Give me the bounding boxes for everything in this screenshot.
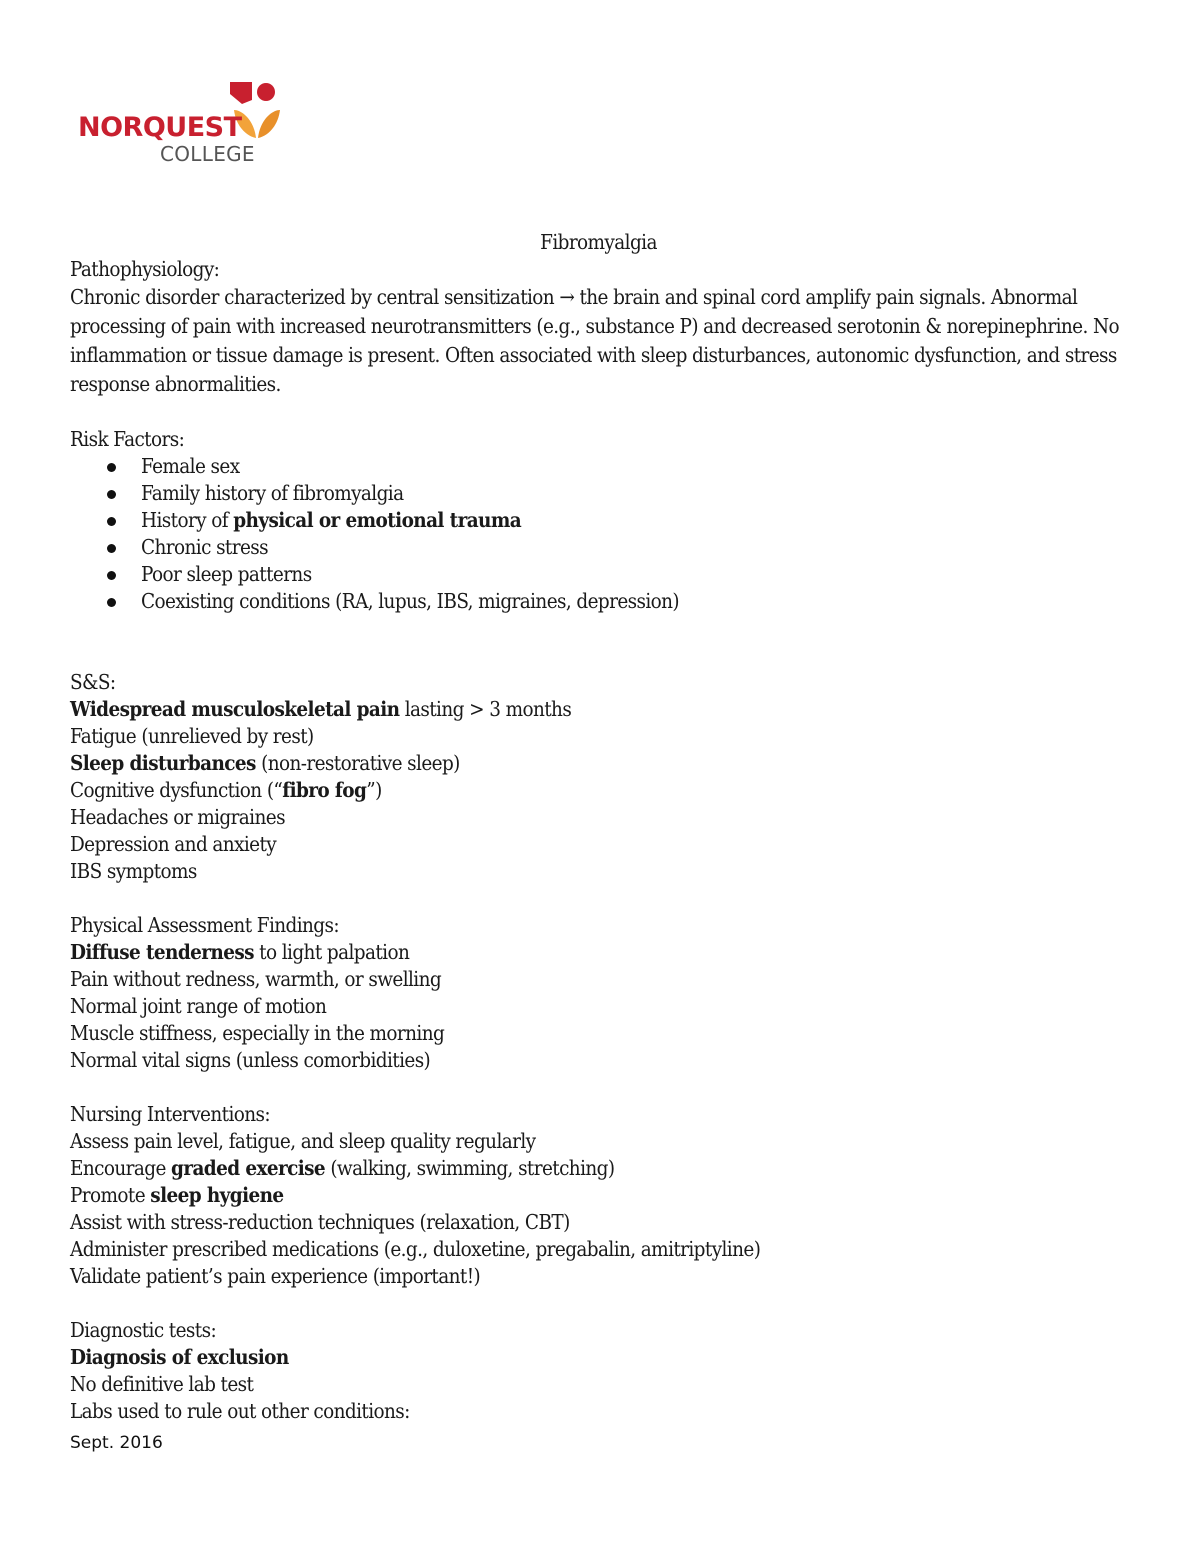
line-text: Headaches or migraines [70, 805, 285, 829]
intervention-item [70, 1128, 1130, 1155]
line-text: Family history of fibromyalgia [141, 481, 404, 505]
pathophysiology-heading: Pathophysiology: [70, 257, 220, 281]
line-text-after: to light palpation [253, 940, 410, 964]
line-bold-text: Diffuse tenderness [70, 940, 254, 964]
line-text: Assess pain level, fatigue, and sleep quality regularly [70, 1129, 536, 1153]
assessment-finding-item [70, 993, 1130, 1020]
symptom-item [70, 723, 1130, 750]
assessment-finding-item [70, 1020, 1130, 1047]
line-text: Encourage [70, 1156, 172, 1180]
line-text: Cognitive dysfunction (“ [70, 778, 283, 802]
risk-factor-item [70, 507, 1130, 534]
signs-symptoms-heading: S&S: [70, 670, 116, 694]
spacer [70, 615, 1130, 669]
symptom-item [70, 696, 1130, 723]
line-text: Chronic stress [141, 535, 268, 559]
line-text: No definitive lab test [70, 1372, 254, 1396]
logo-text-college: COLLEGE [160, 142, 255, 166]
norquest-college-logo [78, 80, 288, 170]
diagnostic-tests-list [70, 1344, 1130, 1425]
line-text: Poor sleep patterns [141, 562, 312, 586]
document-body [70, 229, 1130, 1425]
bullet-icon [107, 571, 116, 580]
symptom-item [70, 750, 1130, 777]
line-text: Assist with stress-reduction techniques (relaxation, CBT) [70, 1210, 570, 1234]
nursing-interventions-list [70, 1128, 1130, 1290]
bullet-icon [107, 490, 116, 499]
line-text: Muscle stiffness, especially in the morning [70, 1021, 445, 1045]
line-text: Coexisting conditions (RA, lupus, IBS, migraines, depression) [141, 589, 680, 613]
intervention-item [70, 1236, 1130, 1263]
signs-symptoms-list [70, 696, 1130, 885]
symptom-item [70, 858, 1130, 885]
spacer [70, 1290, 1130, 1317]
line-text-after: (walking, swimming, stretching) [325, 1156, 615, 1180]
symptom-item [70, 831, 1130, 858]
line-text-after: lasting > 3 months [399, 697, 572, 721]
risk-factor-item [70, 480, 1130, 507]
diagnostic-item [70, 1371, 1130, 1398]
risk-factors-heading: Risk Factors: [70, 427, 185, 451]
intervention-item [70, 1263, 1130, 1290]
pathophysiology-text: Chronic disorder characterized by central sensitization → the brain and spinal cord amplify pain signals. Abnormal processing of pain with increased neurotransmitters (e.g., substance P) and decreased serotonin & norepinephrine. No inflammation or tissue damage is present. Often associated with sleep disturbances, autonomic dysfunction, and stress response abnormalities. [70, 285, 1120, 396]
page-title: Fibromyalgia [540, 230, 657, 254]
line-text: Validate patient’s pain experience (important!) [70, 1264, 481, 1288]
assessment-finding-item [70, 966, 1130, 993]
risk-factor-item [70, 534, 1130, 561]
line-bold-text: graded exercise [171, 1156, 326, 1180]
diagnostic-tests-heading: Diagnostic tests: [70, 1318, 217, 1342]
line-text: History of [141, 508, 234, 532]
bullet-icon [107, 463, 116, 472]
line-text: Fatigue (unrelieved by rest) [70, 724, 314, 748]
risk-factors-list [70, 453, 1130, 615]
assessment-finding-item [70, 939, 1130, 966]
line-text: IBS symptoms [70, 859, 197, 883]
line-bold-text: physical or emotional trauma [233, 508, 522, 532]
diagnostic-item [70, 1398, 1130, 1425]
line-text: Pain without redness, warmth, or swelling [70, 967, 442, 991]
line-text: Promote [70, 1183, 151, 1207]
bullet-icon [107, 598, 116, 607]
line-text: Labs used to rule out other conditions: [70, 1399, 410, 1423]
intervention-item [70, 1155, 1130, 1182]
bullet-icon [107, 517, 116, 526]
diagnostic-item [70, 1344, 1130, 1371]
line-text: Depression and anxiety [70, 832, 277, 856]
risk-factor-item [70, 453, 1130, 480]
line-bold-text: Sleep disturbances [70, 751, 256, 775]
intervention-item [70, 1182, 1130, 1209]
assessment-finding-item [70, 1047, 1130, 1074]
line-text: Administer prescribed medications (e.g., duloxetine, pregabalin, amitriptyline) [70, 1237, 761, 1261]
line-bold-text: fibro fog [282, 778, 367, 802]
line-text-after: ”) [366, 778, 382, 802]
line-bold-text: sleep hygiene [150, 1183, 284, 1207]
footer-date: Sept. 2016 [70, 1433, 163, 1453]
spacer [70, 1074, 1130, 1101]
physical-assessment-heading: Physical Assessment Findings: [70, 913, 339, 937]
line-text-after: (non-restorative sleep) [255, 751, 460, 775]
intervention-item [70, 1209, 1130, 1236]
line-text: Normal joint range of motion [70, 994, 327, 1018]
risk-factor-item [70, 561, 1130, 588]
spacer [70, 885, 1130, 912]
symptom-item [70, 804, 1130, 831]
logo-text-norquest: NORQUEST [78, 112, 242, 143]
line-bold-text: Diagnosis of exclusion [70, 1345, 289, 1369]
bullet-icon [107, 544, 116, 553]
physical-assessment-list [70, 939, 1130, 1074]
symptom-item [70, 777, 1130, 804]
nursing-interventions-heading: Nursing Interventions: [70, 1102, 271, 1126]
line-text: Normal vital signs (unless comorbidities) [70, 1048, 431, 1072]
risk-factor-item [70, 588, 1130, 615]
line-bold-text: Widespread musculoskeletal pain [70, 697, 400, 721]
line-text: Female sex [141, 454, 240, 478]
spacer [70, 399, 1130, 426]
